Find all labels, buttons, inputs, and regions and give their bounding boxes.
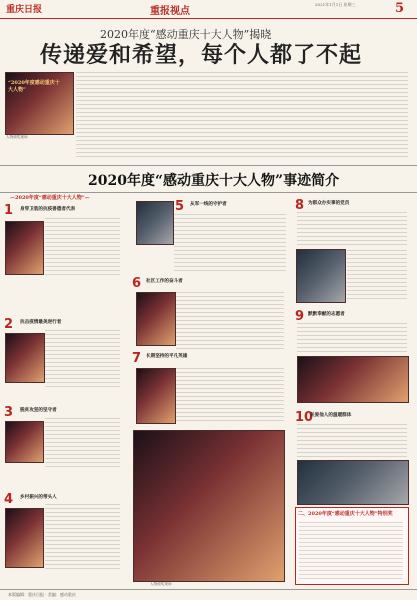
- entry-10-photo: [297, 460, 409, 505]
- entry-6-title: 社区工作的奋斗者: [146, 279, 183, 284]
- footer-divider: [0, 589, 417, 590]
- special-award-title: 二、2020年度“感动重庆十大人物”特别奖: [298, 511, 393, 517]
- entry-4-title: 乡村振兴的带头人: [20, 495, 57, 500]
- entry-6-number: 6: [132, 276, 142, 291]
- hero-photo-caption: 人物颁奖现场: [6, 135, 28, 139]
- entry-6-photo: [136, 292, 176, 346]
- entry-8-number: 8: [295, 198, 305, 213]
- date-line: 2021年1月1日 星期三: [315, 2, 356, 7]
- entry-8-title: 为群众办实事的党员: [308, 201, 350, 206]
- hero-badge: “2020年度感动重庆十大人物”: [8, 80, 60, 93]
- entry-10-text: [297, 423, 407, 457]
- hero-subtitle: 2020年度“感动重庆十大人物”揭晓: [100, 28, 272, 41]
- section-divider-top: [0, 165, 417, 166]
- special-award-text: [299, 521, 403, 579]
- entry-1-title: 身穿卫装的抗疫善德者代表: [20, 207, 76, 212]
- entry-7-number: 7: [132, 351, 142, 366]
- entry-7-photo: [136, 368, 176, 424]
- group-photo-caption: 人物颁奖现场: [150, 582, 172, 586]
- entry-2-text: [45, 329, 120, 387]
- entry-5-text: [174, 213, 286, 273]
- section-divider-bottom: [0, 192, 417, 193]
- entry-8-text: [297, 211, 407, 246]
- entry-9-number: 9: [295, 309, 305, 324]
- entry-4-number: 4: [4, 492, 14, 507]
- entry-5-number: 5: [175, 199, 185, 214]
- entry-10-title: 关爱他人的温暖群体: [310, 413, 352, 418]
- entry-1-number: 1: [4, 203, 14, 218]
- entry-8-text-2: [347, 249, 407, 301]
- entry-3-photo: [5, 421, 44, 463]
- main-section-title: 2020年度“感动重庆十大人物”事迹简介: [88, 173, 340, 189]
- entry-8-photo: [296, 249, 346, 303]
- entry-9-title: 默默奉献的志愿者: [308, 312, 345, 317]
- entry-3-number: 3: [4, 405, 14, 420]
- hero-article-text: [76, 71, 408, 159]
- entry-3-text: [45, 417, 120, 467]
- entry-1-text: [45, 217, 120, 277]
- page-number: 5: [395, 1, 405, 16]
- entry-10-number: 10: [295, 410, 314, 425]
- entry-9-text: [297, 322, 407, 354]
- footer-text: 本版编辑：重庆日报 · 美编：感动重庆: [8, 592, 76, 597]
- hero-headline: 传递爱和希望，每个人都了不起: [40, 42, 363, 68]
- entry-5-photo: [136, 201, 174, 245]
- entry-4-text: [45, 503, 120, 571]
- entry-7-text: [176, 367, 284, 423]
- entry-3-title: 脱贫攻坚的坚守者: [20, 408, 57, 413]
- top-tag: —2020年度“感动重庆十大人物”—: [10, 195, 90, 201]
- newspaper-logo: 重庆日报: [6, 5, 43, 15]
- entry-2-photo: [5, 333, 45, 383]
- entry-6-text: [176, 291, 284, 349]
- entry-1-photo: [5, 221, 44, 275]
- section-name: 重报视点: [150, 6, 190, 17]
- entry-5-title: 从军一线的守护者: [190, 202, 227, 207]
- entry-4-photo: [5, 508, 44, 568]
- group-photo: [133, 430, 285, 582]
- entry-2-number: 2: [4, 317, 14, 332]
- entry-2-title: 抗击疫情最美逆行者: [20, 320, 62, 325]
- entry-9-photo: [297, 356, 409, 403]
- entry-7-title: 长期坚持的平凡英雄: [146, 354, 188, 359]
